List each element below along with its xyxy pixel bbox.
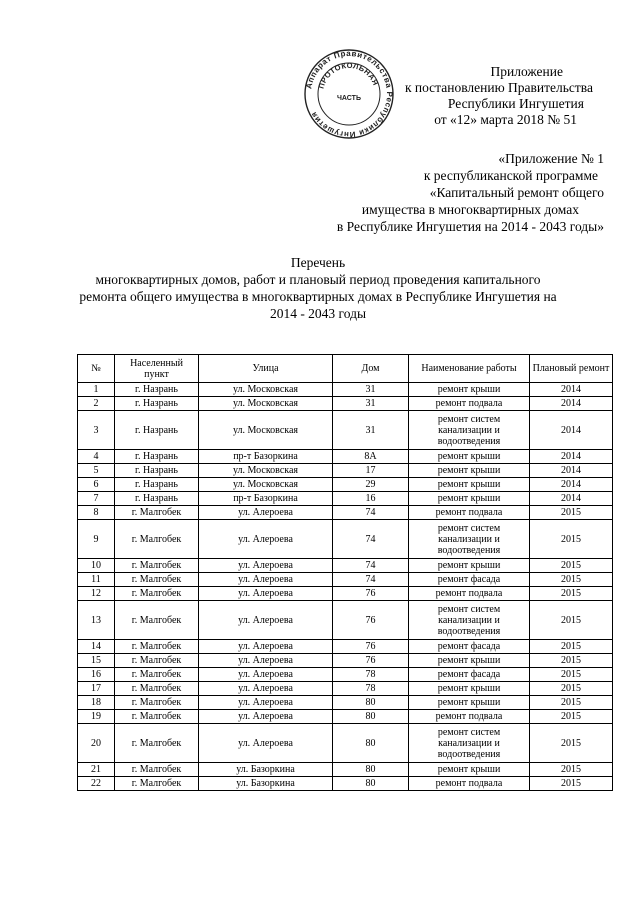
cell-number: 9: [78, 520, 115, 559]
table-row: [78, 506, 613, 520]
title-heading: Перечень: [290, 255, 346, 270]
stamp-inner-text: ПРОТОКОЛЬНАЯ: [316, 60, 381, 90]
table-row: [78, 520, 613, 559]
cell-planned-year: 2015: [530, 696, 613, 710]
cell-street: ул. Алероева: [199, 724, 333, 763]
cell-street: ул. Московская: [199, 383, 333, 397]
cell-number: 18: [78, 696, 115, 710]
column-header-street: Улица: [199, 355, 333, 383]
cell-work-type: ремонт систем канализации и водоотведения: [409, 601, 530, 640]
table-row: [78, 763, 613, 777]
cell-planned-year: 2014: [530, 478, 613, 492]
cell-number: 1: [78, 383, 115, 397]
title-line-3: ремонта общего имущества в многоквартирных домах в Республике Ингушетия на: [79, 289, 557, 304]
cell-work-type: ремонт крыши: [409, 654, 530, 668]
cell-locality: г. Малгобек: [115, 654, 199, 668]
cell-street: ул. Алероева: [199, 506, 333, 520]
cell-locality: г. Малгобек: [115, 682, 199, 696]
cell-house: 80: [333, 724, 409, 763]
table-header-row: [78, 355, 613, 383]
cell-planned-year: 2014: [530, 464, 613, 478]
cell-planned-year: 2015: [530, 520, 613, 559]
cell-number: 20: [78, 724, 115, 763]
stamp-outer-text: Аппарат Правительства Республики Ингушетия: [304, 48, 395, 140]
cell-street: пр-т Базоркина: [199, 450, 333, 464]
cell-locality: г. Малгобек: [115, 763, 199, 777]
cell-house: 74: [333, 559, 409, 573]
cell-locality: г. Назрань: [115, 397, 199, 411]
cell-house: 76: [333, 601, 409, 640]
cell-house: 76: [333, 640, 409, 654]
program-line-2: к республиканской программе: [423, 168, 598, 183]
cell-planned-year: 2015: [530, 682, 613, 696]
cell-locality: г. Малгобек: [115, 668, 199, 682]
cell-street: ул. Базоркина: [199, 763, 333, 777]
table-row: [78, 777, 613, 791]
cell-street: ул. Алероева: [199, 587, 333, 601]
table-row: [78, 450, 613, 464]
cell-locality: г. Малгобек: [115, 696, 199, 710]
cell-house: 80: [333, 710, 409, 724]
table-row: [78, 654, 613, 668]
appendix-decree: к постановлению Правительства: [404, 80, 593, 95]
table-row: [78, 640, 613, 654]
cell-planned-year: 2015: [530, 601, 613, 640]
table-row: [78, 601, 613, 640]
cell-work-type: ремонт крыши: [409, 492, 530, 506]
cell-house: 76: [333, 587, 409, 601]
cell-work-type: ремонт крыши: [409, 696, 530, 710]
table-row: [78, 478, 613, 492]
cell-work-type: ремонт крыши: [409, 450, 530, 464]
cell-planned-year: 2015: [530, 724, 613, 763]
appendix-header: [304, 64, 604, 128]
cell-locality: г. Назрань: [115, 383, 199, 397]
cell-planned-year: 2015: [530, 710, 613, 724]
appendix-republic: Республики Ингушетия: [447, 96, 584, 111]
cell-work-type: ремонт крыши: [409, 478, 530, 492]
cell-house: 29: [333, 478, 409, 492]
cell-planned-year: 2015: [530, 587, 613, 601]
cell-number: 21: [78, 763, 115, 777]
cell-street: ул. Алероева: [199, 640, 333, 654]
cell-street: ул. Московская: [199, 478, 333, 492]
cell-locality: г. Назрань: [115, 464, 199, 478]
cell-planned-year: 2014: [530, 397, 613, 411]
cell-locality: г. Малгобек: [115, 573, 199, 587]
cell-number: 19: [78, 710, 115, 724]
cell-house: 78: [333, 682, 409, 696]
cell-street: ул. Базоркина: [199, 777, 333, 791]
table-row: [78, 397, 613, 411]
table-body: [78, 383, 613, 791]
table-row: [78, 724, 613, 763]
cell-house: 31: [333, 397, 409, 411]
cell-planned-year: 2015: [530, 777, 613, 791]
cell-street: ул. Алероева: [199, 696, 333, 710]
program-appendix-number: «Приложение № 1: [498, 151, 604, 166]
cell-house: 74: [333, 520, 409, 559]
cell-work-type: ремонт крыши: [409, 763, 530, 777]
cell-planned-year: 2015: [530, 506, 613, 520]
appendix-title: Приложение: [490, 64, 563, 79]
cell-planned-year: 2014: [530, 492, 613, 506]
cell-work-type: ремонт систем канализации и водоотведения: [409, 520, 530, 559]
cell-work-type: ремонт подвала: [409, 506, 530, 520]
table-row: [78, 668, 613, 682]
cell-locality: г. Малгобек: [115, 587, 199, 601]
cell-number: 12: [78, 587, 115, 601]
cell-house: 74: [333, 506, 409, 520]
cell-street: ул. Алероева: [199, 710, 333, 724]
cell-street: ул. Алероева: [199, 682, 333, 696]
program-line-3: «Капитальный ремонт общего: [429, 185, 604, 200]
table-row: [78, 710, 613, 724]
cell-street: ул. Алероева: [199, 559, 333, 573]
cell-planned-year: 2014: [530, 411, 613, 450]
cell-locality: г. Назрань: [115, 492, 199, 506]
cell-number: 3: [78, 411, 115, 450]
stamp-center-text: ЧАСТЬ: [337, 95, 361, 102]
cell-planned-year: 2015: [530, 573, 613, 587]
table-row: [78, 587, 613, 601]
cell-work-type: ремонт систем канализации и водоотведения: [409, 411, 530, 450]
cell-work-type: ремонт крыши: [409, 559, 530, 573]
cell-planned-year: 2015: [530, 668, 613, 682]
cell-number: 11: [78, 573, 115, 587]
column-header-planned-year: Плановый ремонт: [530, 355, 613, 383]
cell-street: ул. Алероева: [199, 654, 333, 668]
repair-works-table: [77, 354, 613, 791]
cell-locality: г. Малгобек: [115, 559, 199, 573]
cell-street: пр-т Базоркина: [199, 492, 333, 506]
cell-locality: г. Малгобек: [115, 506, 199, 520]
cell-number: 22: [78, 777, 115, 791]
cell-house: 16: [333, 492, 409, 506]
cell-street: ул. Алероева: [199, 601, 333, 640]
table-row: [78, 411, 613, 450]
cell-number: 7: [78, 492, 115, 506]
cell-street: ул. Алероева: [199, 520, 333, 559]
cell-work-type: ремонт фасада: [409, 668, 530, 682]
cell-work-type: ремонт подвала: [409, 777, 530, 791]
cell-locality: г. Малгобек: [115, 777, 199, 791]
cell-street: ул. Московская: [199, 397, 333, 411]
cell-street: ул. Алероева: [199, 668, 333, 682]
cell-work-type: ремонт подвала: [409, 587, 530, 601]
cell-planned-year: 2015: [530, 559, 613, 573]
cell-number: 4: [78, 450, 115, 464]
cell-house: 80: [333, 696, 409, 710]
cell-work-type: ремонт крыши: [409, 383, 530, 397]
cell-planned-year: 2015: [530, 640, 613, 654]
cell-locality: г. Назрань: [115, 478, 199, 492]
cell-house: 31: [333, 411, 409, 450]
cell-number: 5: [78, 464, 115, 478]
cell-locality: г. Назрань: [115, 411, 199, 450]
cell-number: 10: [78, 559, 115, 573]
program-line-4: имущества в многоквартирных домах: [361, 202, 579, 217]
cell-house: 31: [333, 383, 409, 397]
cell-street: ул. Московская: [199, 464, 333, 478]
cell-house: 78: [333, 668, 409, 682]
cell-work-type: ремонт систем канализации и водоотведения: [409, 724, 530, 763]
table-row: [78, 464, 613, 478]
cell-planned-year: 2015: [530, 763, 613, 777]
title-line-4: 2014 - 2043 годы: [269, 306, 367, 321]
table-row: [78, 383, 613, 397]
cell-work-type: ремонт крыши: [409, 682, 530, 696]
table-row: [78, 559, 613, 573]
cell-number: 6: [78, 478, 115, 492]
cell-work-type: ремонт крыши: [409, 464, 530, 478]
cell-number: 14: [78, 640, 115, 654]
table-row: [78, 492, 613, 506]
cell-work-type: ремонт фасада: [409, 573, 530, 587]
program-reference: [244, 150, 604, 235]
cell-work-type: ремонт подвала: [409, 397, 530, 411]
cell-house: 74: [333, 573, 409, 587]
cell-street: ул. Московская: [199, 411, 333, 450]
cell-locality: г. Малгобек: [115, 640, 199, 654]
title-line-2: многоквартирных домов, работ и плановый период проведения капитального: [95, 272, 541, 287]
cell-house: 76: [333, 654, 409, 668]
cell-number: 15: [78, 654, 115, 668]
cell-house: 17: [333, 464, 409, 478]
cell-planned-year: 2014: [530, 450, 613, 464]
column-header-work-type: Наименование работы: [409, 355, 530, 383]
cell-work-type: ремонт подвала: [409, 710, 530, 724]
table-row: [78, 573, 613, 587]
cell-locality: г. Малгобек: [115, 601, 199, 640]
cell-house: 80: [333, 763, 409, 777]
cell-locality: г. Малгобек: [115, 710, 199, 724]
cell-planned-year: 2014: [530, 383, 613, 397]
cell-house: 8А: [333, 450, 409, 464]
program-line-5: в Республике Ингушетия на 2014 - 2043 годы»: [336, 219, 604, 234]
cell-number: 17: [78, 682, 115, 696]
cell-locality: г. Малгобек: [115, 520, 199, 559]
cell-locality: г. Малгобек: [115, 724, 199, 763]
table-row: [78, 696, 613, 710]
cell-planned-year: 2015: [530, 654, 613, 668]
appendix-date-number: от «12» марта 2018 № 51: [434, 112, 577, 127]
cell-house: 80: [333, 777, 409, 791]
cell-work-type: ремонт фасада: [409, 640, 530, 654]
cell-number: 13: [78, 601, 115, 640]
cell-number: 2: [78, 397, 115, 411]
document-title: [40, 254, 596, 322]
column-header-number: №: [78, 355, 115, 383]
cell-street: ул. Алероева: [199, 573, 333, 587]
column-header-house: Дом: [333, 355, 409, 383]
cell-number: 16: [78, 668, 115, 682]
column-header-locality: Населенный пункт: [115, 355, 199, 383]
cell-number: 8: [78, 506, 115, 520]
cell-locality: г. Назрань: [115, 450, 199, 464]
table-row: [78, 682, 613, 696]
